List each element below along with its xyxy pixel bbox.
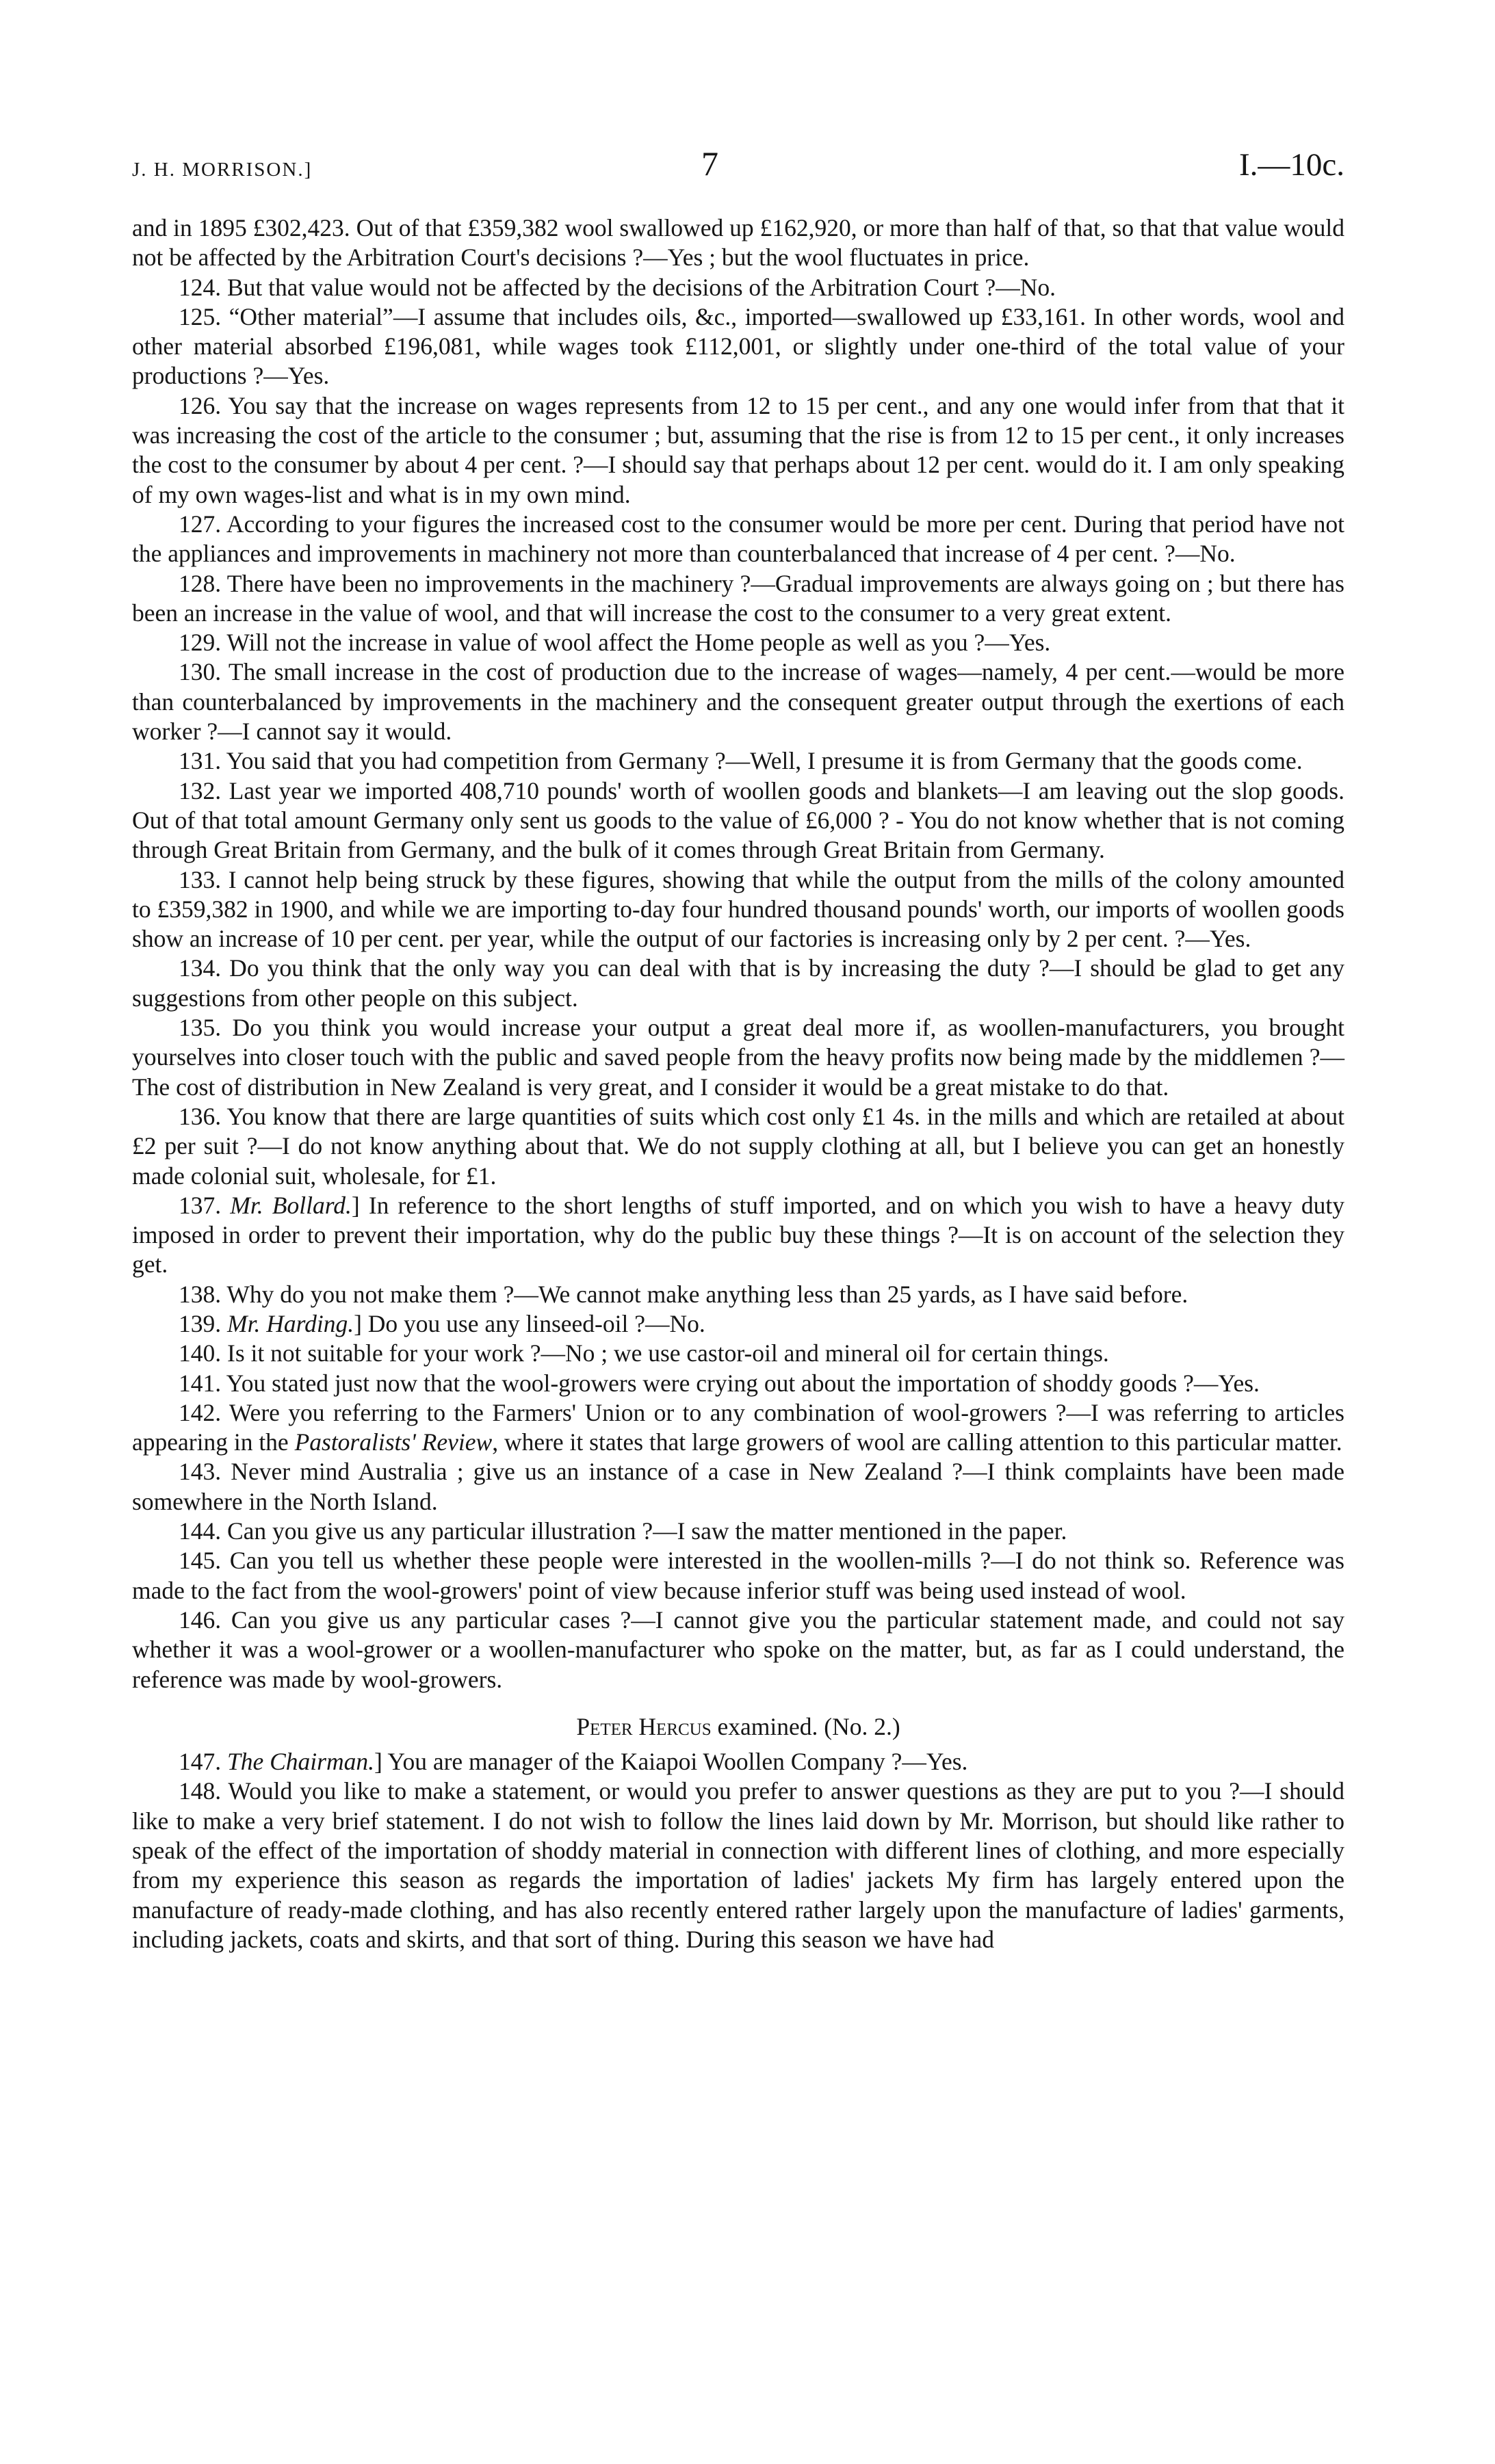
paragraph-q147 xyxy=(132,1747,1344,1777)
heading-rest: examined. (No. 2.) xyxy=(711,1712,900,1740)
question-number: 139. xyxy=(179,1309,227,1337)
paragraph-text: ] You are manager of the Kaiapoi Woollen Company ?—Yes. xyxy=(374,1748,968,1776)
paragraph-q129: 129. Will not the increase in value of wool affect the Home people as well as you ?—Yes. xyxy=(179,629,1051,657)
paragraph-q144: 144. Can you give us any particular illustration ?—I saw the matter mentioned in the paper. xyxy=(179,1517,1067,1545)
question-number: 147. xyxy=(179,1748,227,1776)
paragraph-q146: 146. Can you give us any particular cases ?—I cannot give you the particular statement made, and could not say whether it was a wool-grower or a woollen-manufacturer who spoke on the matter, but, as far as I could understand, the reference was made by wool-growers. xyxy=(132,1605,1344,1693)
paragraph-q135: 135. Do you think you would increase your output a great deal more if, as woollen-manufacturers, you brought yourselves into closer touch with the public and saved people from the heavy profits now being made by the middlemen ?—The cost of distribution in New Zealand is very great, and I consider it would be a great mistake to do that. xyxy=(132,1014,1344,1101)
paragraph-text: , where it states that large growers of wool are calling attention to this particular matter. xyxy=(492,1428,1342,1456)
paragraph-text: ] In reference to the short lengths of stuff imported, and on which you wish to have a heavy duty imposed in order to prevent their importation, why do the public buy these things ?—It is on account of the selection they get. xyxy=(132,1191,1344,1279)
running-head-author: J. H. MORRISON.] xyxy=(132,159,313,181)
document-reference: I.—10c. xyxy=(1238,147,1344,183)
paragraph-q127: 127. According to your figures the increased cost to the consumer would be more per cent. During that period have not the appliances and improvements in machinery not more than counterbalanced that increase of 4 per cent. ?—No. xyxy=(132,510,1344,568)
paragraph-q136: 136. You know that there are large quantities of suits which cost only £1 4s. in the mills and which are retailed at about £2 per suit ?—I do not know anything about that. We do not supply clothing at all, but I believe you can get an honestly made colonial suit, wholesale, for £1. xyxy=(132,1102,1344,1190)
paragraph-text: 142. Were you referring to the Farmers' Union or to any combination of wool-growers ?—I was referring to articles appearing in the xyxy=(132,1398,1344,1456)
paragraph-q141: 141. You stated just now that the wool-growers were crying out about the importation of shoddy goods ?—Yes. xyxy=(179,1369,1260,1397)
paragraph-q130: 130. The small increase in the cost of production due to the increase of wages—namely, 4 per cent.—would be more than counterbalanced by improvements in the machinery and the consequent greater output through the exertions of each worker ?—I cannot say it would. xyxy=(132,658,1344,746)
paragraph-q139 xyxy=(132,1309,1344,1339)
paragraph-q133: 133. I cannot help being struck by these figures, showing that while the output from the mills of the colony amounted to £359,382 in 1900, and while we are importing to-day four hundred thousand pounds' worth, our imports of woollen goods show an increase of 10 per cent. per year, while the output of our factories is increasing only by 2 per cent. ?—Yes. xyxy=(132,865,1344,953)
speaker-name: The Chairman. xyxy=(227,1748,374,1776)
paragraph-q143: 143. Never mind Australia ; give us an instance of a case in New Zealand ?—I think complaints have been made somewhere in the North Island. xyxy=(132,1458,1344,1515)
paragraph-q140: 140. Is it not suitable for your work ?—No ; we use castor-oil and mineral oil for certain things. xyxy=(179,1339,1109,1367)
page-number: 7 xyxy=(701,144,718,183)
paragraph-q142 xyxy=(132,1398,1344,1458)
paragraph-text: ] Do you use any linseed-oil ?—No. xyxy=(354,1309,705,1337)
publication-title: Pastoralists' Review xyxy=(294,1428,493,1456)
witness-name: Peter Hercus xyxy=(576,1712,712,1740)
paragraph-q124: 124. But that value would not be affected by the decisions of the Arbitration Court ?—No. xyxy=(179,273,1056,301)
question-number: 137. xyxy=(179,1191,231,1219)
paragraph-q145: 145. Can you tell us whether these people were interested in the woollen-mills ?—I do not think so. Reference was made to the fact from the wool-growers' point of view because inferior stuff was being used instead of wool. xyxy=(132,1547,1344,1604)
speaker-name: Mr. Bollard. xyxy=(230,1191,352,1219)
paragraph-q131: 131. You said that you had competition from Germany ?—Well, I presume it is from Germany that the goods come. xyxy=(179,747,1303,775)
paragraph-q132: 132. Last year we imported 408,710 pounds' worth of woollen goods and blankets—I am leaving out the slop goods. Out of that total amount Germany only sent us goods to the value of £6,000 ? - You do not know whether that is not coming through Great Britain from Germany, and the bulk of it comes through Great Britain from Germany. xyxy=(132,776,1344,864)
section-heading xyxy=(132,1712,1344,1742)
paragraph-q125: 125. “Other material”—I assume that includes oils, &c., imported—swallowed up £33,161. In other words, wool and other material absorbed £196,081, while wages took £112,001, or slightly under one-third of the total value of your productions ?—Yes. xyxy=(132,302,1344,390)
page-body xyxy=(132,213,1344,1954)
paragraph-q126: 126. You say that the increase on wages represents from 12 to 15 per cent., and any one would infer from that that it was increasing the cost of the article to the consumer ; but, assuming that the rise is from 12 to 15 per cent., it only increases the cost to the consumer by about 4 per cent. ?—I should say that perhaps about 12 per cent. would do it. I am only speaking of my own wages-list and what is in my own mind. xyxy=(132,391,1344,508)
paragraph-q137 xyxy=(132,1191,1344,1280)
paragraph-q148: 148. Would you like to make a statement, or would you prefer to answer questions as they are put to you ?—I should like to make a very brief statement. I do not wish to follow the lines laid down by Mr. Morrison, but should like rather to speak of the effect of the importation of shoddy material in connection with different lines of clothing, and more especially from my experience this season as regards the importation of ladies' jackets My firm has largely entered upon the manufacture of ready-made clothing, and has also recently entered rather largely upon the manufacture of ladies' garments, including jackets, coats and skirts, and that sort of thing. During this season we have had xyxy=(132,1777,1344,1953)
paragraph-q138: 138. Why do you not make them ?—We cannot make anything less than 25 yards, as I have said before. xyxy=(179,1280,1188,1308)
paragraph-continuation: and in 1895 £302,423. Out of that £359,382 wool swallowed up £162,920, or more than half of that, so that that value would not be affected by the Arbitration Court's decisions ?—Yes ; but the wool fluctuates in price. xyxy=(132,214,1344,272)
page-header xyxy=(132,144,1344,198)
paragraph-q128: 128. There have been no improvements in the machinery ?—Gradual improvements are always going on ; but there has been an increase in the value of wool, and that will increase the cost to the consumer to a very great extent. xyxy=(132,569,1344,627)
paragraph-q134: 134. Do you think that the only way you can deal with that is by increasing the duty ?—I should be glad to get any suggestions from other people on this subject. xyxy=(132,954,1344,1012)
speaker-name: Mr. Harding. xyxy=(227,1309,354,1337)
